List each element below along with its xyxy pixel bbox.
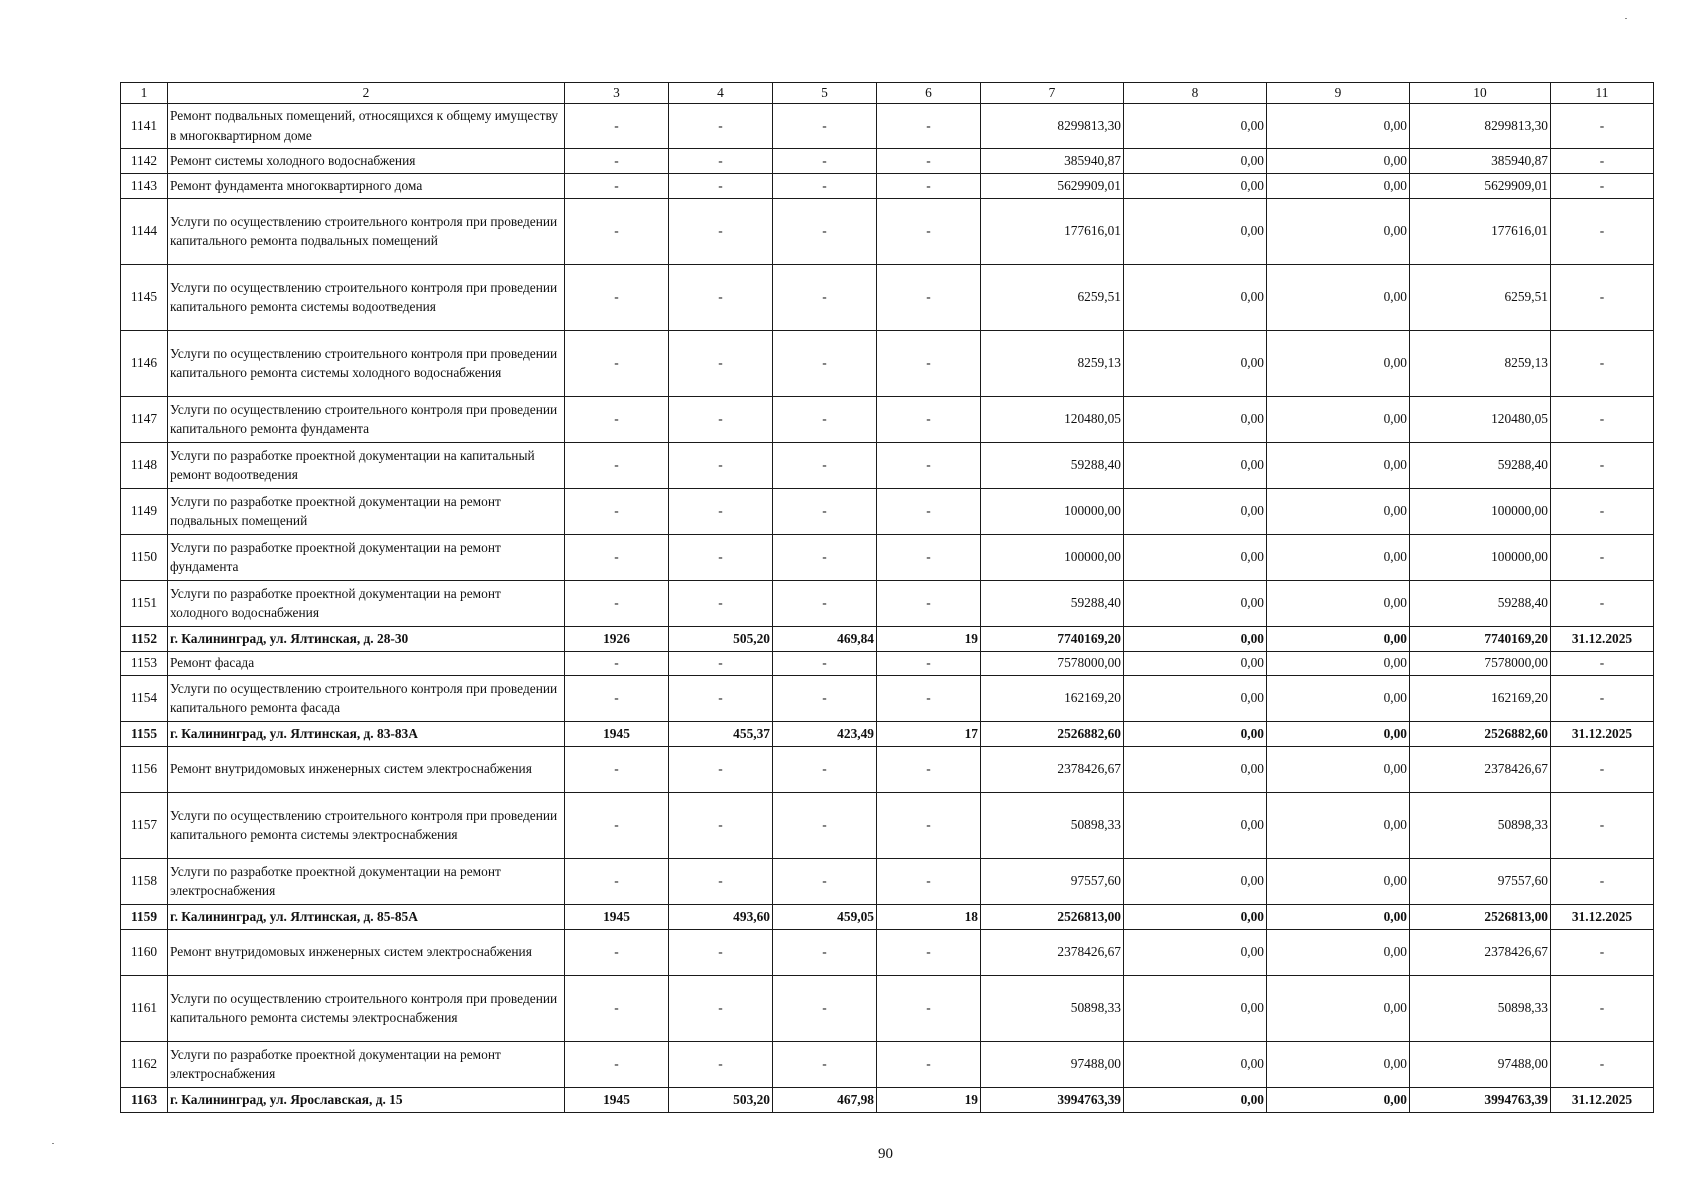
- cell-cost-other: 59288,40: [1410, 580, 1551, 626]
- cell-row-number: 1146: [121, 330, 168, 396]
- table-row: [121, 488, 1654, 534]
- cell-total-area: 455,37: [669, 721, 773, 746]
- cell-row-number: 1144: [121, 198, 168, 264]
- cell-cost-other: 6259,51: [1410, 264, 1551, 330]
- cell-total-area: 505,20: [669, 626, 773, 651]
- cell-row-number: 1141: [121, 103, 168, 148]
- cell-row-number: 1153: [121, 651, 168, 675]
- cell-cost-total: 6259,51: [981, 264, 1124, 330]
- cell-cost-owners-part: 0,00: [1267, 626, 1410, 651]
- cell-living-area: -: [773, 103, 877, 148]
- cell-cost-total: 2526813,00: [981, 904, 1124, 929]
- cell-year-built: -: [565, 198, 669, 264]
- cell-work-description: Услуги по разработке проектной документации на ремонт подвальных помещений: [168, 488, 565, 534]
- cell-cost-total: 385940,87: [981, 148, 1124, 173]
- cell-year-built: 1945: [565, 904, 669, 929]
- cell-residents-count: 19: [877, 626, 981, 651]
- cell-cost-other: 2378426,67: [1410, 929, 1551, 975]
- cell-year-built: -: [565, 396, 669, 442]
- cell-total-area: -: [669, 442, 773, 488]
- table-row: [121, 198, 1654, 264]
- cell-total-area: -: [669, 148, 773, 173]
- cell-living-area: -: [773, 746, 877, 792]
- table-row: [121, 1041, 1654, 1087]
- table-row: [121, 396, 1654, 442]
- cell-cost-fund-part: 0,00: [1124, 1041, 1267, 1087]
- cell-cost-fund-part: 0,00: [1124, 103, 1267, 148]
- cell-cost-fund-part: 0,00: [1124, 330, 1267, 396]
- cell-year-built: -: [565, 580, 669, 626]
- cell-cost-total: 50898,33: [981, 792, 1124, 858]
- table-row: [121, 975, 1654, 1041]
- column-header: 10: [1410, 83, 1551, 104]
- table-row: [121, 580, 1654, 626]
- cell-total-area: -: [669, 858, 773, 904]
- cell-completion-date: -: [1551, 651, 1654, 675]
- cell-residents-count: -: [877, 534, 981, 580]
- cell-cost-other: 162169,20: [1410, 675, 1551, 721]
- cell-work-description: Услуги по разработке проектной документации на капитальный ремонт водоотведения: [168, 442, 565, 488]
- cell-residents-count: -: [877, 264, 981, 330]
- cell-year-built: -: [565, 488, 669, 534]
- cell-cost-owners-part: 0,00: [1267, 746, 1410, 792]
- cell-cost-owners-part: 0,00: [1267, 396, 1410, 442]
- cell-cost-fund-part: 0,00: [1124, 651, 1267, 675]
- table-row: [121, 675, 1654, 721]
- cell-cost-owners-part: 0,00: [1267, 1041, 1410, 1087]
- column-header: 8: [1124, 83, 1267, 104]
- cell-cost-owners-part: 0,00: [1267, 198, 1410, 264]
- cell-residents-count: -: [877, 396, 981, 442]
- scan-speck: [1625, 18, 1627, 19]
- cell-cost-owners-part: 0,00: [1267, 534, 1410, 580]
- cell-cost-total: 2378426,67: [981, 929, 1124, 975]
- cell-year-built: -: [565, 792, 669, 858]
- cell-work-description: Ремонт фундамента многоквартирного дома: [168, 173, 565, 198]
- cell-work-description: Услуги по осуществлению строительного контроля при проведении капитального ремонта системы водоотведения: [168, 264, 565, 330]
- cell-year-built: -: [565, 534, 669, 580]
- cell-cost-other: 7740169,20: [1410, 626, 1551, 651]
- column-header: 5: [773, 83, 877, 104]
- cell-living-area: -: [773, 198, 877, 264]
- cell-completion-date: -: [1551, 148, 1654, 173]
- cell-completion-date: 31.12.2025: [1551, 626, 1654, 651]
- document-sheet: [120, 82, 1654, 1113]
- cell-cost-fund-part: 0,00: [1124, 173, 1267, 198]
- cell-year-built: -: [565, 858, 669, 904]
- cell-work-description: г. Калининград, ул. Ялтинская, д. 28-30: [168, 626, 565, 651]
- cell-living-area: 469,84: [773, 626, 877, 651]
- column-header: 7: [981, 83, 1124, 104]
- cell-cost-total: 162169,20: [981, 675, 1124, 721]
- cell-residents-count: -: [877, 975, 981, 1041]
- cell-cost-total: 8259,13: [981, 330, 1124, 396]
- cell-year-built: -: [565, 442, 669, 488]
- cell-cost-fund-part: 0,00: [1124, 396, 1267, 442]
- table-row: [121, 904, 1654, 929]
- cell-cost-fund-part: 0,00: [1124, 746, 1267, 792]
- cell-living-area: -: [773, 929, 877, 975]
- cell-cost-other: 5629909,01: [1410, 173, 1551, 198]
- cell-total-area: -: [669, 396, 773, 442]
- cell-living-area: -: [773, 1041, 877, 1087]
- table-row: [121, 264, 1654, 330]
- cell-residents-count: -: [877, 488, 981, 534]
- cell-living-area: -: [773, 442, 877, 488]
- cell-cost-fund-part: 0,00: [1124, 929, 1267, 975]
- cell-year-built: -: [565, 651, 669, 675]
- table-row: [121, 534, 1654, 580]
- cell-total-area: -: [669, 675, 773, 721]
- cell-cost-total: 7578000,00: [981, 651, 1124, 675]
- cell-residents-count: -: [877, 442, 981, 488]
- cell-total-area: -: [669, 746, 773, 792]
- column-header: 3: [565, 83, 669, 104]
- cell-cost-other: 50898,33: [1410, 975, 1551, 1041]
- cell-completion-date: -: [1551, 173, 1654, 198]
- cell-cost-total: 97488,00: [981, 1041, 1124, 1087]
- cell-completion-date: 31.12.2025: [1551, 1087, 1654, 1112]
- cell-residents-count: -: [877, 330, 981, 396]
- cell-living-area: -: [773, 580, 877, 626]
- cell-cost-fund-part: 0,00: [1124, 264, 1267, 330]
- cell-total-area: -: [669, 1041, 773, 1087]
- cell-row-number: 1147: [121, 396, 168, 442]
- cell-cost-fund-part: 0,00: [1124, 148, 1267, 173]
- cell-work-description: Услуги по осуществлению строительного контроля при проведении капитального ремонта фасада: [168, 675, 565, 721]
- cell-cost-total: 100000,00: [981, 488, 1124, 534]
- page-number: 90: [878, 1146, 893, 1162]
- cell-living-area: 459,05: [773, 904, 877, 929]
- cell-work-description: Ремонт внутридомовых инженерных систем электроснабжения: [168, 929, 565, 975]
- table-row: [121, 746, 1654, 792]
- cell-completion-date: 31.12.2025: [1551, 721, 1654, 746]
- cell-year-built: -: [565, 103, 669, 148]
- cell-year-built: -: [565, 675, 669, 721]
- cell-completion-date: -: [1551, 264, 1654, 330]
- cell-living-area: -: [773, 330, 877, 396]
- cell-completion-date: -: [1551, 198, 1654, 264]
- cell-year-built: 1945: [565, 721, 669, 746]
- cell-total-area: -: [669, 198, 773, 264]
- cell-total-area: -: [669, 330, 773, 396]
- cell-living-area: -: [773, 651, 877, 675]
- cell-completion-date: -: [1551, 675, 1654, 721]
- cell-residents-count: -: [877, 103, 981, 148]
- table-row: [121, 626, 1654, 651]
- cell-residents-count: -: [877, 675, 981, 721]
- cell-cost-total: 59288,40: [981, 580, 1124, 626]
- cell-year-built: -: [565, 264, 669, 330]
- cell-cost-fund-part: 0,00: [1124, 580, 1267, 626]
- cell-cost-fund-part: 0,00: [1124, 534, 1267, 580]
- cell-total-area: 503,20: [669, 1087, 773, 1112]
- cell-row-number: 1159: [121, 904, 168, 929]
- cell-cost-owners-part: 0,00: [1267, 442, 1410, 488]
- cell-cost-owners-part: 0,00: [1267, 904, 1410, 929]
- cell-total-area: -: [669, 173, 773, 198]
- table-row: [121, 330, 1654, 396]
- cell-cost-owners-part: 0,00: [1267, 264, 1410, 330]
- cell-row-number: 1148: [121, 442, 168, 488]
- cell-cost-owners-part: 0,00: [1267, 1087, 1410, 1112]
- cell-residents-count: -: [877, 198, 981, 264]
- table-row: [121, 792, 1654, 858]
- cell-living-area: 423,49: [773, 721, 877, 746]
- cell-total-area: -: [669, 534, 773, 580]
- cell-residents-count: -: [877, 1041, 981, 1087]
- cell-total-area: -: [669, 103, 773, 148]
- cell-living-area: 467,98: [773, 1087, 877, 1112]
- table-row: [121, 721, 1654, 746]
- column-header: 6: [877, 83, 981, 104]
- cell-cost-owners-part: 0,00: [1267, 103, 1410, 148]
- cell-work-description: Услуги по осуществлению строительного контроля при проведении капитального ремонта фундамента: [168, 396, 565, 442]
- cell-total-area: -: [669, 264, 773, 330]
- cell-completion-date: -: [1551, 534, 1654, 580]
- cell-cost-total: 8299813,30: [981, 103, 1124, 148]
- cell-work-description: Ремонт фасада: [168, 651, 565, 675]
- cell-living-area: -: [773, 148, 877, 173]
- cell-residents-count: 17: [877, 721, 981, 746]
- cell-cost-owners-part: 0,00: [1267, 488, 1410, 534]
- cell-cost-other: 2378426,67: [1410, 746, 1551, 792]
- cell-row-number: 1163: [121, 1087, 168, 1112]
- cell-cost-owners-part: 0,00: [1267, 651, 1410, 675]
- cell-row-number: 1161: [121, 975, 168, 1041]
- cell-residents-count: -: [877, 792, 981, 858]
- cell-year-built: -: [565, 330, 669, 396]
- cell-cost-total: 177616,01: [981, 198, 1124, 264]
- cell-work-description: г. Калининград, ул. Ялтинская, д. 85-85А: [168, 904, 565, 929]
- cell-work-description: г. Калининград, ул. Ялтинская, д. 83-83А: [168, 721, 565, 746]
- table-row: [121, 173, 1654, 198]
- cell-year-built: -: [565, 148, 669, 173]
- cell-cost-total: 97557,60: [981, 858, 1124, 904]
- cell-cost-other: 100000,00: [1410, 534, 1551, 580]
- cell-cost-other: 2526882,60: [1410, 721, 1551, 746]
- cell-row-number: 1152: [121, 626, 168, 651]
- cell-total-area: -: [669, 929, 773, 975]
- table-row: [121, 148, 1654, 173]
- cell-cost-owners-part: 0,00: [1267, 675, 1410, 721]
- cell-cost-total: 2378426,67: [981, 746, 1124, 792]
- cell-cost-fund-part: 0,00: [1124, 675, 1267, 721]
- column-header: 1: [121, 83, 168, 104]
- cell-cost-fund-part: 0,00: [1124, 792, 1267, 858]
- cell-residents-count: 19: [877, 1087, 981, 1112]
- cell-cost-fund-part: 0,00: [1124, 488, 1267, 534]
- cell-cost-total: 2526882,60: [981, 721, 1124, 746]
- cell-row-number: 1150: [121, 534, 168, 580]
- cell-cost-owners-part: 0,00: [1267, 975, 1410, 1041]
- cell-residents-count: -: [877, 173, 981, 198]
- cell-row-number: 1145: [121, 264, 168, 330]
- cell-residents-count: -: [877, 929, 981, 975]
- cell-work-description: Услуги по разработке проектной документации на ремонт холодного водоснабжения: [168, 580, 565, 626]
- cell-residents-count: -: [877, 858, 981, 904]
- cell-cost-other: 385940,87: [1410, 148, 1551, 173]
- cell-completion-date: -: [1551, 929, 1654, 975]
- cell-row-number: 1158: [121, 858, 168, 904]
- cell-living-area: -: [773, 396, 877, 442]
- cell-cost-other: 8259,13: [1410, 330, 1551, 396]
- cell-total-area: 493,60: [669, 904, 773, 929]
- cell-year-built: -: [565, 929, 669, 975]
- column-number-header-row: [121, 83, 1654, 104]
- cell-cost-fund-part: 0,00: [1124, 626, 1267, 651]
- cell-cost-total: 3994763,39: [981, 1087, 1124, 1112]
- cell-cost-fund-part: 0,00: [1124, 975, 1267, 1041]
- cell-work-description: Услуги по осуществлению строительного контроля при проведении капитального ремонта системы электроснабжения: [168, 975, 565, 1041]
- cell-row-number: 1155: [121, 721, 168, 746]
- cell-cost-other: 7578000,00: [1410, 651, 1551, 675]
- cell-work-description: Услуги по разработке проектной документации на ремонт электроснабжения: [168, 858, 565, 904]
- table-row: [121, 651, 1654, 675]
- cell-cost-other: 97488,00: [1410, 1041, 1551, 1087]
- cell-cost-owners-part: 0,00: [1267, 858, 1410, 904]
- cell-completion-date: -: [1551, 488, 1654, 534]
- cell-cost-owners-part: 0,00: [1267, 929, 1410, 975]
- cell-completion-date: -: [1551, 746, 1654, 792]
- cell-row-number: 1162: [121, 1041, 168, 1087]
- cell-cost-other: 50898,33: [1410, 792, 1551, 858]
- cell-completion-date: -: [1551, 396, 1654, 442]
- cell-completion-date: -: [1551, 1041, 1654, 1087]
- cell-row-number: 1151: [121, 580, 168, 626]
- table-body: [121, 83, 1654, 1113]
- table-row: [121, 103, 1654, 148]
- cell-cost-owners-part: 0,00: [1267, 173, 1410, 198]
- cell-cost-other: 3994763,39: [1410, 1087, 1551, 1112]
- table-row: [121, 929, 1654, 975]
- cell-cost-fund-part: 0,00: [1124, 198, 1267, 264]
- column-header: 4: [669, 83, 773, 104]
- cell-row-number: 1142: [121, 148, 168, 173]
- column-header: 11: [1551, 83, 1654, 104]
- repair-schedule-table: [120, 82, 1654, 1113]
- cell-cost-fund-part: 0,00: [1124, 858, 1267, 904]
- cell-work-description: Услуги по осуществлению строительного контроля при проведении капитального ремонта системы электроснабжения: [168, 792, 565, 858]
- cell-total-area: -: [669, 651, 773, 675]
- cell-living-area: -: [773, 675, 877, 721]
- cell-cost-fund-part: 0,00: [1124, 721, 1267, 746]
- table-row: [121, 858, 1654, 904]
- cell-cost-owners-part: 0,00: [1267, 148, 1410, 173]
- cell-cost-owners-part: 0,00: [1267, 330, 1410, 396]
- cell-completion-date: -: [1551, 442, 1654, 488]
- cell-cost-owners-part: 0,00: [1267, 721, 1410, 746]
- cell-living-area: -: [773, 534, 877, 580]
- cell-living-area: -: [773, 858, 877, 904]
- cell-cost-fund-part: 0,00: [1124, 904, 1267, 929]
- cell-work-description: Услуги по осуществлению строительного контроля при проведении капитального ремонта системы холодного водоснабжения: [168, 330, 565, 396]
- table-row: [121, 1087, 1654, 1112]
- cell-work-description: г. Калининград, ул. Ярославская, д. 15: [168, 1087, 565, 1112]
- cell-living-area: -: [773, 488, 877, 534]
- cell-cost-fund-part: 0,00: [1124, 442, 1267, 488]
- cell-cost-other: 8299813,30: [1410, 103, 1551, 148]
- cell-work-description: Ремонт подвальных помещений, относящихся к общему имуществу в многоквартирном доме: [168, 103, 565, 148]
- cell-work-description: Услуги по осуществлению строительного контроля при проведении капитального ремонта подвальных помещений: [168, 198, 565, 264]
- cell-completion-date: -: [1551, 858, 1654, 904]
- cell-year-built: -: [565, 1041, 669, 1087]
- cell-completion-date: 31.12.2025: [1551, 904, 1654, 929]
- cell-cost-other: 177616,01: [1410, 198, 1551, 264]
- cell-total-area: -: [669, 975, 773, 1041]
- cell-residents-count: -: [877, 746, 981, 792]
- column-header: 2: [168, 83, 565, 104]
- cell-cost-total: 59288,40: [981, 442, 1124, 488]
- cell-cost-fund-part: 0,00: [1124, 1087, 1267, 1112]
- cell-living-area: -: [773, 173, 877, 198]
- cell-work-description: Услуги по разработке проектной документации на ремонт электроснабжения: [168, 1041, 565, 1087]
- cell-residents-count: -: [877, 148, 981, 173]
- cell-cost-other: 100000,00: [1410, 488, 1551, 534]
- cell-cost-total: 120480,05: [981, 396, 1124, 442]
- cell-cost-other: 97557,60: [1410, 858, 1551, 904]
- cell-total-area: -: [669, 580, 773, 626]
- cell-row-number: 1154: [121, 675, 168, 721]
- cell-residents-count: 18: [877, 904, 981, 929]
- cell-cost-owners-part: 0,00: [1267, 580, 1410, 626]
- cell-cost-other: 59288,40: [1410, 442, 1551, 488]
- cell-living-area: -: [773, 264, 877, 330]
- cell-year-built: -: [565, 746, 669, 792]
- cell-completion-date: -: [1551, 330, 1654, 396]
- table-row: [121, 442, 1654, 488]
- cell-year-built: -: [565, 975, 669, 1041]
- cell-cost-total: 100000,00: [981, 534, 1124, 580]
- cell-cost-total: 7740169,20: [981, 626, 1124, 651]
- cell-cost-total: 5629909,01: [981, 173, 1124, 198]
- cell-row-number: 1157: [121, 792, 168, 858]
- cell-completion-date: -: [1551, 103, 1654, 148]
- cell-year-built: 1926: [565, 626, 669, 651]
- cell-residents-count: -: [877, 651, 981, 675]
- cell-living-area: -: [773, 975, 877, 1041]
- cell-completion-date: -: [1551, 975, 1654, 1041]
- cell-total-area: -: [669, 488, 773, 534]
- cell-total-area: -: [669, 792, 773, 858]
- scan-speck: [52, 1143, 54, 1144]
- cell-work-description: Ремонт системы холодного водоснабжения: [168, 148, 565, 173]
- cell-completion-date: -: [1551, 792, 1654, 858]
- cell-cost-total: 50898,33: [981, 975, 1124, 1041]
- cell-row-number: 1149: [121, 488, 168, 534]
- cell-cost-other: 2526813,00: [1410, 904, 1551, 929]
- column-header: 9: [1267, 83, 1410, 104]
- cell-work-description: Услуги по разработке проектной документации на ремонт фундамента: [168, 534, 565, 580]
- cell-year-built: 1945: [565, 1087, 669, 1112]
- cell-cost-other: 120480,05: [1410, 396, 1551, 442]
- cell-row-number: 1156: [121, 746, 168, 792]
- cell-cost-owners-part: 0,00: [1267, 792, 1410, 858]
- cell-living-area: -: [773, 792, 877, 858]
- cell-row-number: 1143: [121, 173, 168, 198]
- cell-residents-count: -: [877, 580, 981, 626]
- cell-completion-date: -: [1551, 580, 1654, 626]
- cell-work-description: Ремонт внутридомовых инженерных систем электроснабжения: [168, 746, 565, 792]
- cell-year-built: -: [565, 173, 669, 198]
- cell-row-number: 1160: [121, 929, 168, 975]
